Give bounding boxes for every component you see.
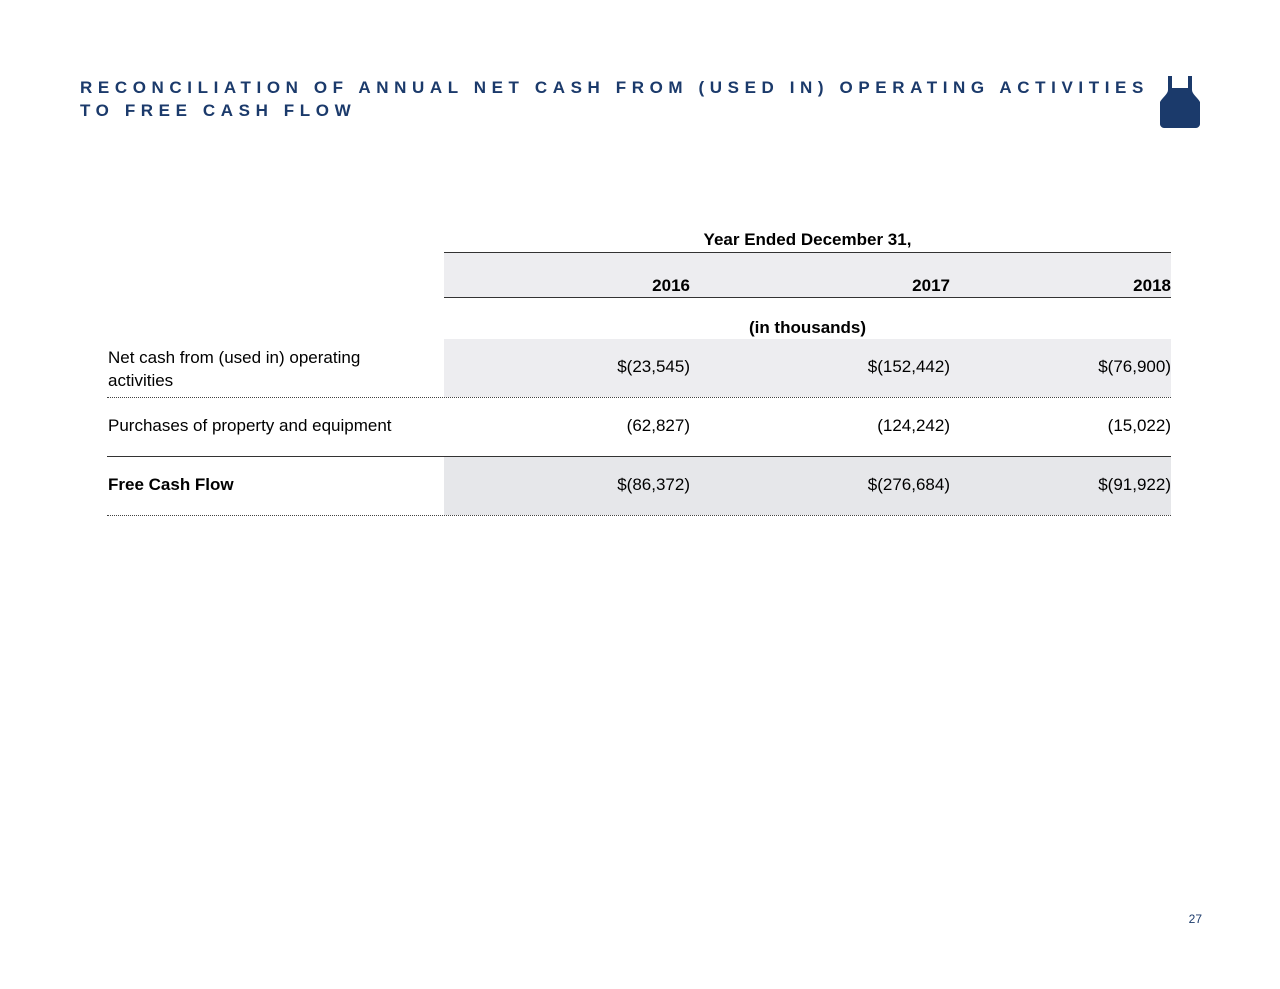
- units-label: (in thousands): [748, 318, 867, 337]
- year-2018-header: 2018: [1133, 276, 1171, 295]
- period-header: Year Ended December 31,: [703, 230, 912, 249]
- row-2-value-2018: (15,022): [1107, 416, 1171, 435]
- row-2-value-2017: (124,242): [877, 416, 950, 435]
- row-2-value-2016: (62,827): [626, 416, 690, 435]
- page-title-line-2: TO FREE CASH FLOW: [80, 101, 357, 120]
- year-2016-header: 2016: [652, 276, 690, 295]
- row-label-operating-cash: Net cash from (used in) operating activities: [108, 348, 361, 390]
- row-2-divider: [107, 456, 1171, 457]
- row-label-free-cash-flow: Free Cash Flow: [108, 475, 234, 494]
- row-1-value-2016: $(23,545): [617, 357, 690, 376]
- row-3-value-2016: $(86,372): [617, 475, 690, 494]
- row-label-purchases: Purchases of property and equipment: [108, 416, 392, 435]
- row-3-divider: [107, 515, 1171, 516]
- row-1-value-2018: $(76,900): [1098, 357, 1171, 376]
- row-1-value-2017: $(152,442): [867, 357, 950, 376]
- year-header-underline: [444, 297, 1171, 298]
- page-title-line-1: RECONCILIATION OF ANNUAL NET CASH FROM (USED IN) OPERATING ACTIVITIES: [80, 78, 1149, 97]
- row-3-value-2018: $(91,922): [1098, 475, 1171, 494]
- row-1-divider: [107, 397, 1171, 398]
- page-number: 27: [1188, 912, 1202, 926]
- page-title: [80, 76, 1149, 122]
- period-underline: [444, 252, 1171, 253]
- year-2017-header: 2017: [912, 276, 950, 295]
- row-3-value-2017: $(276,684): [867, 475, 950, 494]
- apron-logo-icon: [1160, 74, 1200, 128]
